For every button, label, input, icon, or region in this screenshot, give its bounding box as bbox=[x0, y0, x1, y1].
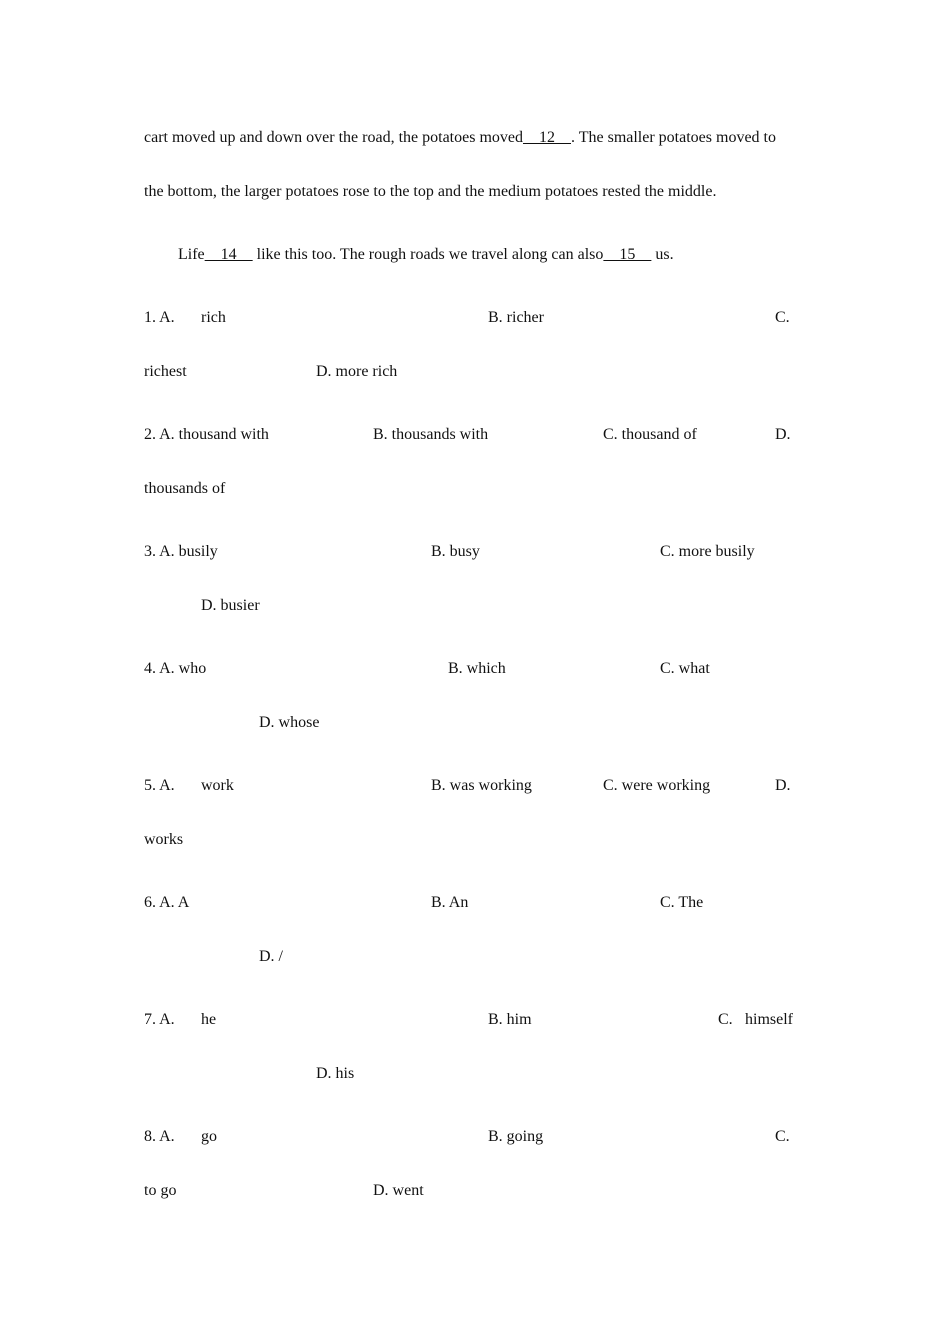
blank-15: 15 bbox=[603, 246, 652, 263]
option-c: C. what bbox=[660, 660, 710, 677]
option-d-text: works bbox=[144, 831, 184, 848]
passage-text: cart moved up and down over the road, the potatoes moved bbox=[144, 129, 523, 146]
option-b: B. thousands with bbox=[373, 426, 489, 443]
option-c: C. bbox=[775, 309, 790, 326]
option-a: he bbox=[201, 1011, 217, 1028]
passage-line-1 bbox=[144, 128, 776, 148]
option-d: D. whose bbox=[259, 714, 320, 731]
option-b: B. richer bbox=[488, 309, 544, 326]
option-c: C. The bbox=[660, 894, 704, 911]
option-c: C. bbox=[775, 1128, 790, 1145]
option-d: D. bbox=[775, 426, 791, 443]
option-c-text: to go bbox=[144, 1182, 177, 1199]
question-number: 6. A. A bbox=[144, 894, 190, 911]
question-number: 3. A. busily bbox=[144, 543, 218, 560]
option-a: rich bbox=[201, 309, 226, 326]
option-d: D. busier bbox=[201, 597, 260, 614]
question-number: 2. A. thousand with bbox=[144, 426, 269, 443]
option-d: D. / bbox=[259, 948, 283, 965]
blank-12: 12 bbox=[523, 129, 571, 146]
passage-text: like this too. The rough roads we travel along can also bbox=[252, 246, 604, 263]
option-c-text: himself bbox=[745, 1011, 793, 1028]
blank-14: 14 bbox=[204, 246, 253, 263]
option-c: C. were working bbox=[603, 777, 711, 794]
option-b: B. was working bbox=[431, 777, 532, 794]
question-number: 7. A. bbox=[144, 1011, 175, 1028]
passage-text: us. bbox=[651, 246, 674, 263]
option-c-text: richest bbox=[144, 363, 187, 380]
passage-text: Life bbox=[178, 246, 205, 263]
option-a: go bbox=[201, 1128, 217, 1145]
option-b: B. busy bbox=[431, 543, 480, 560]
option-b: B. An bbox=[431, 894, 469, 911]
question-number: 4. A. who bbox=[144, 660, 207, 677]
passage-text: . The smaller potatoes moved to bbox=[571, 129, 776, 146]
question-number: 1. A. bbox=[144, 309, 175, 326]
passage-line-2: the bottom, the larger potatoes rose to the top and the medium potatoes rested the middle. bbox=[144, 183, 717, 200]
option-c: C. thousand of bbox=[603, 426, 697, 443]
option-d-text: thousands of bbox=[144, 480, 226, 497]
option-b: B. which bbox=[448, 660, 506, 677]
option-a: work bbox=[201, 777, 234, 794]
question-number: 8. A. bbox=[144, 1128, 175, 1145]
question-number: 5. A. bbox=[144, 777, 175, 794]
option-c: C. more busily bbox=[660, 543, 755, 560]
option-b: B. him bbox=[488, 1011, 532, 1028]
option-d: D. his bbox=[316, 1065, 355, 1082]
option-b: B. going bbox=[488, 1128, 544, 1145]
option-d: D. bbox=[775, 777, 791, 794]
option-d: D. went bbox=[373, 1182, 424, 1199]
passage-line-3 bbox=[178, 245, 674, 265]
option-d: D. more rich bbox=[316, 363, 398, 380]
option-c: C. bbox=[718, 1011, 733, 1028]
